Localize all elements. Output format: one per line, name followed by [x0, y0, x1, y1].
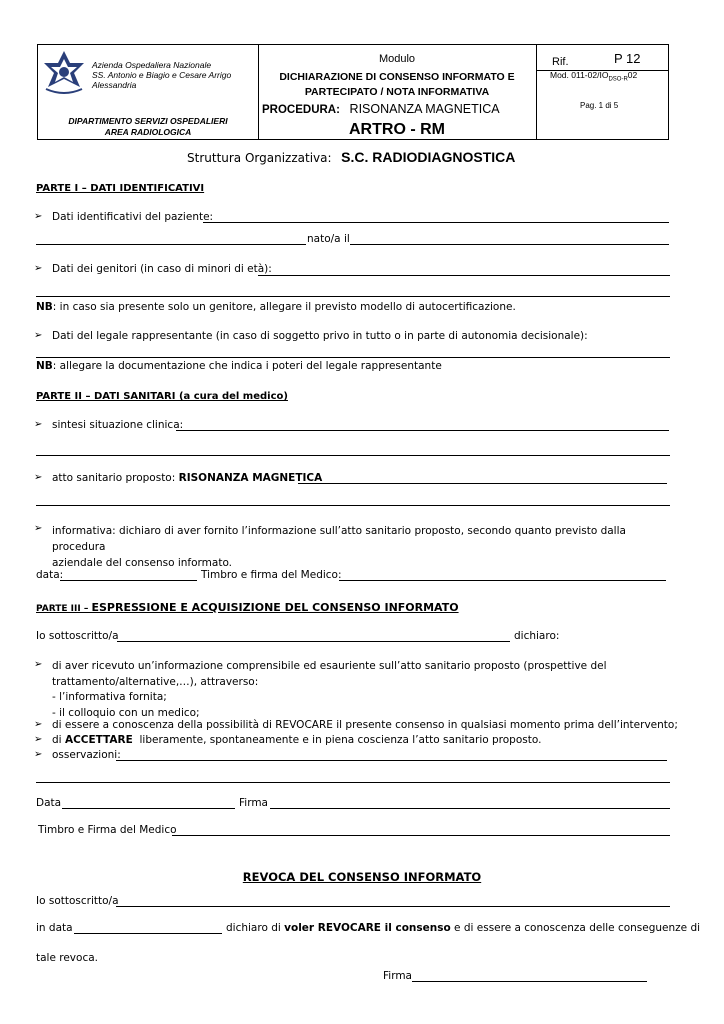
arrow-bullet-icon: ➢ [34, 523, 43, 534]
department: DIPARTIMENTO SERVIZI OSPEDALIERI AREA RADIOLOGICA [68, 116, 228, 137]
bullet-revocare: di essere a conoscenza della possibilità di REVOCARE il presente consenso in qualsiasi momento prima dell’intervento; [52, 719, 678, 731]
osservazioni-label: osservazioni: [52, 749, 121, 761]
ref-cell [536, 45, 668, 139]
genitori-field-2[interactable] [36, 296, 670, 297]
legale-label: Dati del legale rappresentante (in caso di soggetto privo in tutto o in parte di autonomia decisionale): [52, 330, 588, 342]
part2-title: PARTE II – DATI SANITARI (a cura del medico) [36, 391, 288, 402]
revoca-firma-label: Firma [383, 970, 412, 982]
bullet-informazione: di aver ricevuto un’informazione comprensibile ed esauriente sull’atto sanitario proposto (prospettive del trattamento/alternative,…), attraverso: - l’informativa fornita; - il colloquio con un medico; [52, 660, 607, 719]
part3-title: PARTE III – ESPRESSIONE E ACQUISIZIONE DEL CONSENSO INFORMATO [36, 601, 459, 614]
form-title: DICHIARAZIONE DI CONSENSO INFORMATO E PARTECIPATO / NOTA INFORMATIVA [279, 71, 515, 98]
genitori-field[interactable] [258, 275, 670, 276]
revoca-title: REVOCA DEL CONSENSO INFORMATO [242, 870, 482, 884]
rif-value: P 12 [614, 51, 641, 66]
paziente-label: Dati identificativi del paziente: [52, 211, 214, 223]
org-cell [38, 45, 259, 139]
informativa-text: informativa: dichiaro di aver fornito l’informazione sull’atto sanitario proposto, secondo quanto previsto dalla procedura aziendale del consenso informato. [52, 525, 626, 569]
firma-field-p3[interactable] [270, 808, 670, 809]
arrow-bullet-icon: ➢ [34, 211, 43, 222]
sottoscritto-field[interactable] [117, 641, 510, 642]
arrow-bullet-icon: ➢ [34, 749, 43, 760]
data-field-p3[interactable] [62, 808, 235, 809]
timbro-medico-field[interactable] [172, 835, 670, 836]
genitori-label: Dati dei genitori (in caso di minori di età): [52, 263, 272, 275]
dichiaro-label: dichiaro: [514, 630, 560, 642]
osservazioni-field-2[interactable] [36, 782, 670, 783]
hospital-logo-icon [40, 49, 88, 99]
nb2-note: NB: allegare la documentazione che indica i poteri del legale rappresentante [36, 360, 442, 372]
revoca-data-field[interactable] [74, 933, 222, 934]
page-number: Pag. 1 di 5 [580, 101, 619, 110]
nato-label: nato/a il [307, 233, 350, 245]
sintesi-field-2[interactable] [36, 455, 670, 456]
revoca-sottoscritto-label: Io sottoscritto/a [36, 895, 119, 907]
revoca-tale-text: tale revoca. [36, 952, 98, 964]
bullet-accettare: di ACCETTARE liberamente, spontaneamente e in piena coscienza l’atto sanitario proposto. [52, 734, 542, 746]
osservazioni-field[interactable] [116, 760, 667, 761]
struttura-organizzativa: Struttura Organizzativa: S.C. RADIODIAGNOSTICA [187, 149, 516, 165]
title-cell [258, 45, 537, 139]
data-field[interactable] [60, 580, 197, 581]
nato-field[interactable] [350, 244, 669, 245]
nb1-note: NB: in caso sia presente solo un genitore, allegare il previsto modello di autocertificazione. [36, 301, 516, 313]
timbro-field[interactable] [339, 580, 666, 581]
arrow-bullet-icon: ➢ [34, 330, 43, 341]
paziente-field-2[interactable] [36, 244, 306, 245]
atto-field-2[interactable] [36, 505, 670, 506]
rif-label: Rif. [552, 56, 569, 68]
sottoscritto-label: Io sottoscritto/a [36, 630, 119, 642]
data-label: data: [36, 569, 64, 581]
firma-label-p3: Firma [239, 797, 268, 809]
arrow-bullet-icon: ➢ [34, 263, 43, 274]
legale-field[interactable] [36, 357, 670, 358]
arrow-bullet-icon: ➢ [34, 659, 43, 670]
artro-title: ARTRO - RM [349, 121, 445, 138]
modulo-label: Modulo [378, 53, 416, 65]
procedura: PROCEDURA: RISONANZA MAGNETICA [262, 102, 500, 116]
timbro-label: Timbro e firma del Medico: [201, 569, 342, 581]
paziente-field[interactable] [203, 222, 669, 223]
arrow-bullet-icon: ➢ [34, 472, 43, 483]
data-label-p3: Data [36, 797, 62, 809]
mod-code: Mod. $011-02/IO_{DSO-R}02$ [550, 70, 638, 83]
revoca-firma-field[interactable] [412, 981, 647, 982]
sintesi-field[interactable] [176, 430, 669, 431]
atto-label: atto sanitario proposto: RISONANZA MAGNETICA [52, 472, 323, 484]
part1-title: PARTE I – DATI IDENTIFICATIVI [36, 183, 205, 194]
revoca-sottoscritto-field[interactable] [116, 906, 670, 907]
revoca-dichiaro-text: dichiaro di voler REVOCARE il consenso e di essere a conoscenza delle conseguenze di [226, 922, 701, 934]
revoca-in-data-label: in data [36, 922, 73, 934]
sintesi-label: sintesi situazione clinica: [52, 419, 184, 431]
org-name: Azienda Ospedaliera Nazionale SS. Antonio e Biagio e Cesare Arrigo Alessandria [92, 60, 232, 90]
arrow-bullet-icon: ➢ [34, 734, 43, 745]
header-table [37, 44, 669, 140]
timbro-medico-label: Timbro e Firma del Medico [38, 824, 177, 836]
arrow-bullet-icon: ➢ [34, 719, 43, 730]
atto-field[interactable] [298, 483, 667, 484]
arrow-bullet-icon: ➢ [34, 419, 43, 430]
